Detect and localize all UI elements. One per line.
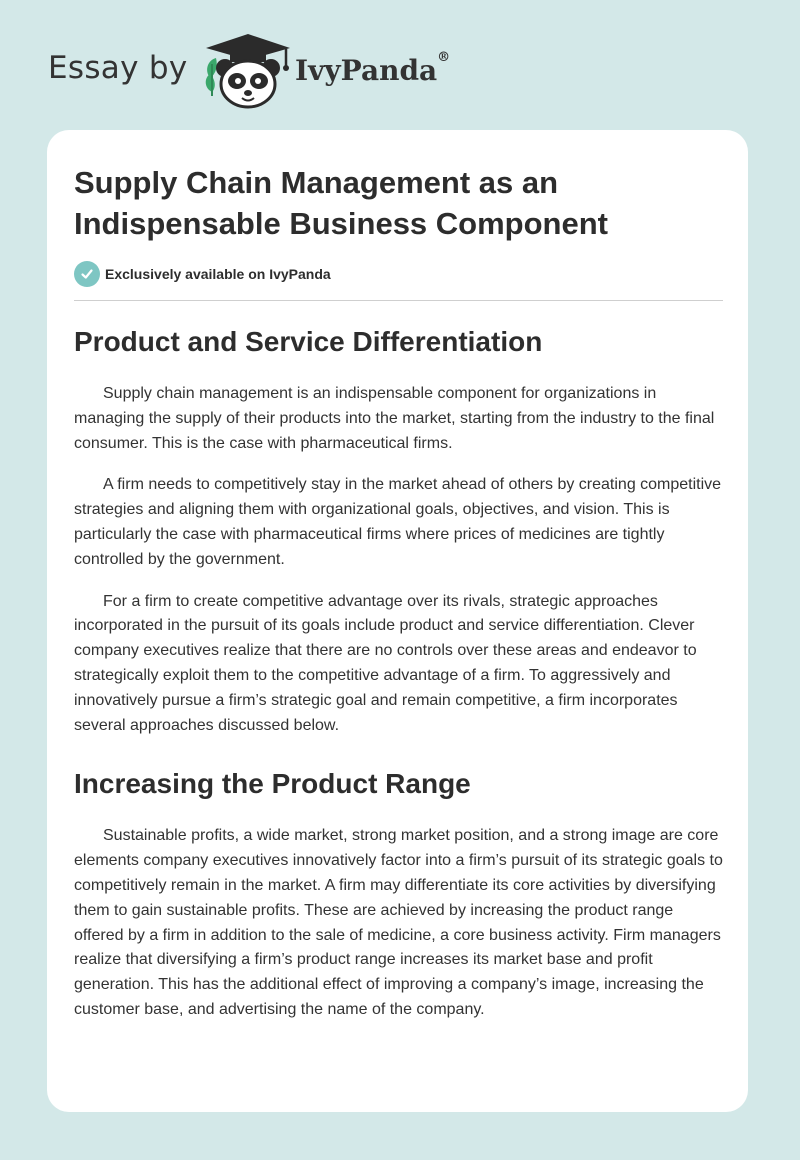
check-circle-icon (74, 261, 100, 287)
essay-content (74, 162, 723, 1023)
paragraph: For a firm to create competitive advantage over its rivals, strategic approaches incorporated in the pursuit of its goals include product and service differentiation. Clever company executives realize that there are no controls over these areas and endeavor to strategically exploit them to the competitive advantage of a firm. To aggressively and innovatively pursue a firm’s strategic goal and remain competitive, a firm incorporates several approaches discussed below. (74, 592, 697, 734)
divider (74, 300, 723, 301)
badge-label: Exclusively available on IvyPanda (105, 266, 331, 282)
page-title: Supply Chain Management as an Indispensable Business Component (74, 165, 608, 241)
site-header (48, 30, 488, 110)
essay-by-label: Essay by (48, 50, 188, 86)
section-heading: Product and Service Differentiation (74, 326, 543, 357)
brand-name[interactable]: IvyPanda® (295, 50, 451, 87)
paragraph: Supply chain management is an indispensable component for organizations in managing the supply of their products into the market, starting from the industry to the final consumer. This is the case with pharmaceutical firms. (74, 385, 715, 452)
section-heading: Increasing the Product Range (74, 768, 471, 800)
essay-card (47, 130, 748, 1112)
panda-logo-icon[interactable] (198, 30, 298, 110)
registered-mark: ® (437, 50, 451, 65)
exclusive-badge (74, 261, 723, 287)
paragraph: Sustainable profits, a wide market, strong market position, and a strong image are core elements company executives innovatively factor into a firm’s pursuit of its strategic goals to competitively remain in the market. A firm may differentiate its core activities by diversifying them to gain sustainable profits. These are achieved by increasing the product range offered by a firm in addition to the sale of medicine, a core business activity. Firm managers realize that diversifying a firm’s product range increases its market base and profit generation. This has the additional effect of improving a company’s image, increasing the customer base, and advertising the name of the company. (74, 827, 723, 1018)
paragraph: A firm needs to competitively stay in the market ahead of others by creating competitive strategies and aligning them with organizational goals, objectives, and vision. This is particularly the case with pharmaceutical firms where prices of medicines are tightly controlled by the government. (74, 476, 722, 568)
